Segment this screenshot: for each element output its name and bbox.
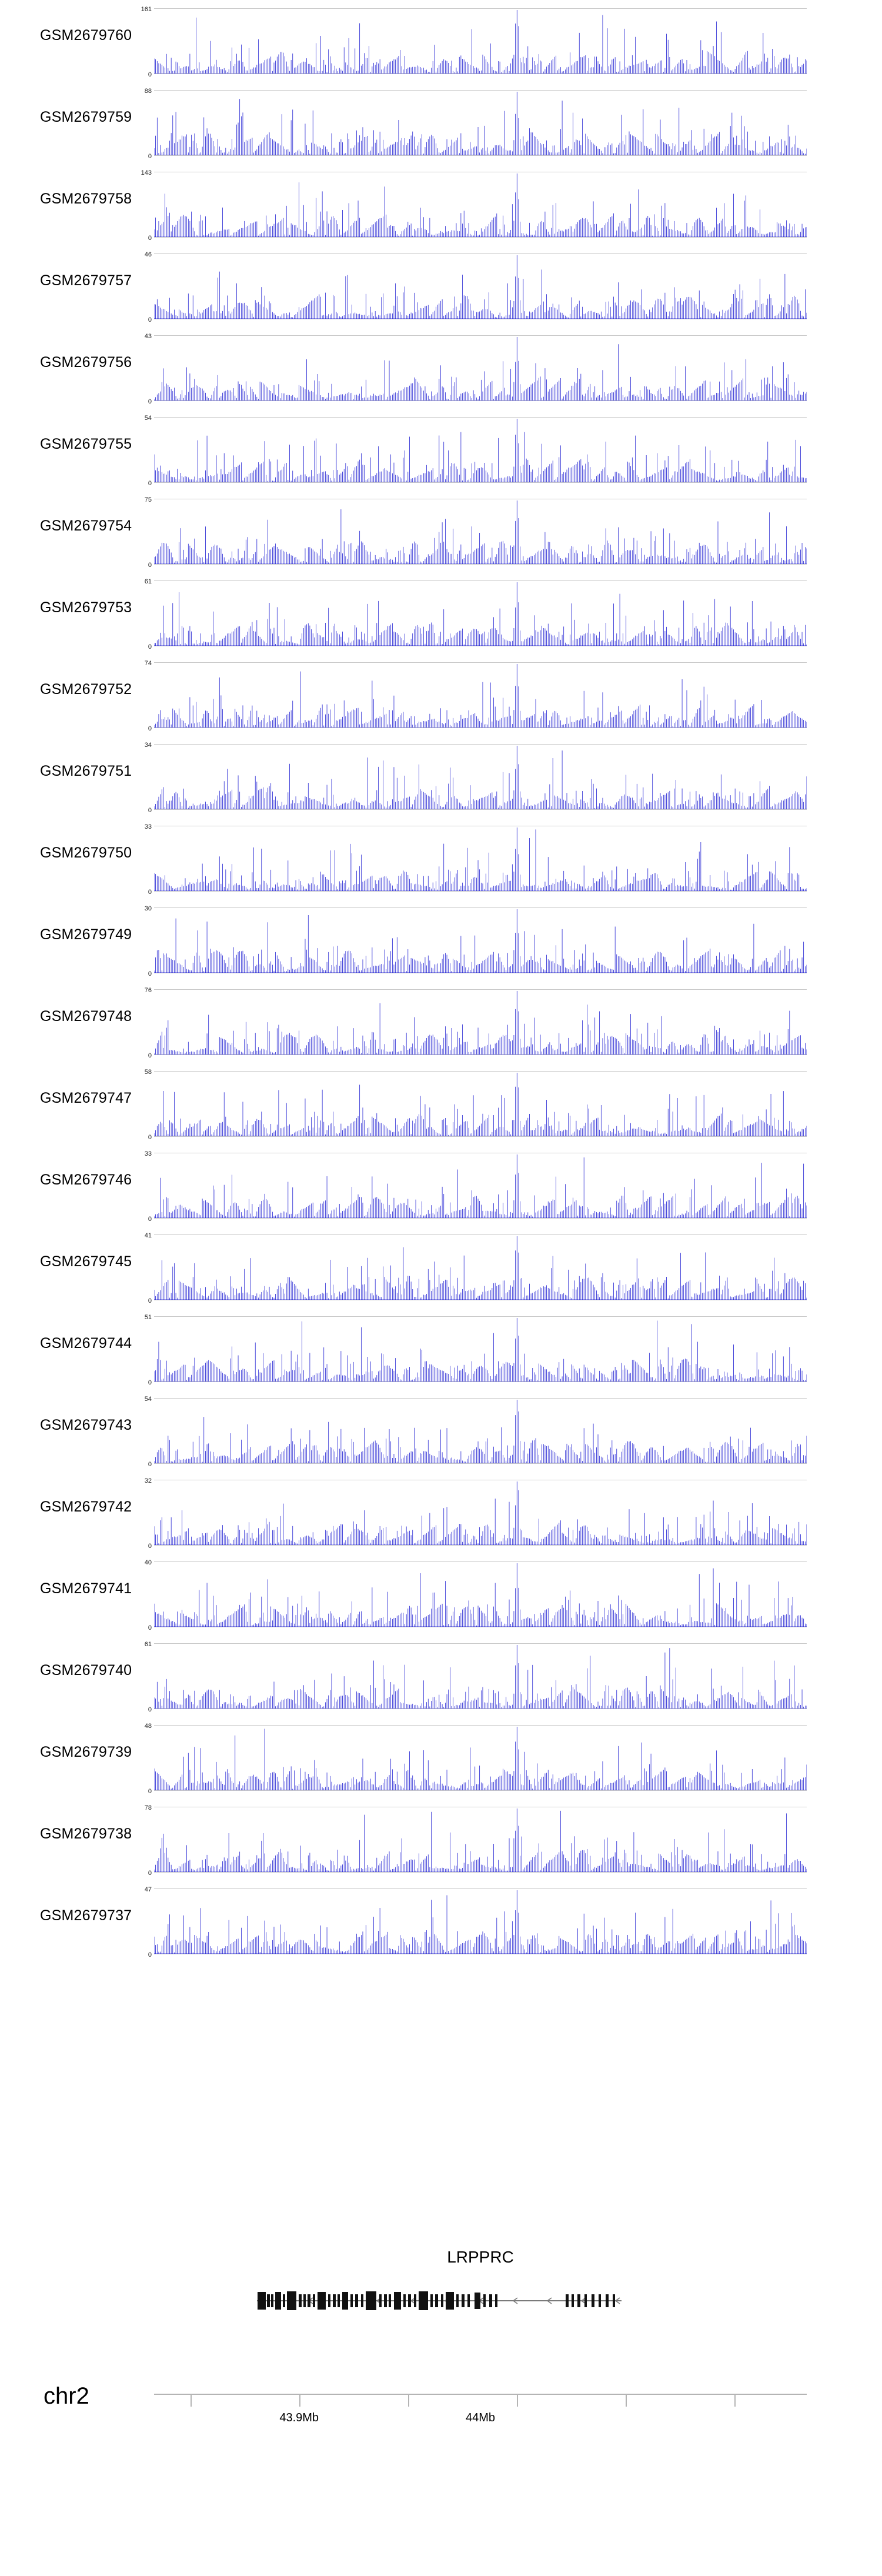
- track-signal-area: [154, 1316, 807, 1382]
- track-axis-min: 0: [148, 1379, 152, 1386]
- track-axis-max: 33: [144, 823, 152, 830]
- track-label: GSM2679755: [40, 436, 132, 452]
- track-axis-min: 0: [148, 316, 152, 323]
- track-signal-area: [154, 172, 807, 238]
- track-plot: [144, 333, 807, 405]
- track-label: GSM2679749: [40, 926, 132, 943]
- track-axis-min: 0: [148, 1951, 152, 1958]
- track-plot: [144, 905, 807, 977]
- axis-tick: [517, 2394, 518, 2407]
- coverage-track: [0, 817, 882, 899]
- track-axis-min: 0: [148, 235, 152, 242]
- track-axis-max: 30: [144, 905, 152, 912]
- coverage-track: [0, 899, 882, 981]
- track-axis-min: 0: [148, 1297, 152, 1304]
- chromosome-label: chr2: [44, 2383, 89, 2409]
- axis-tick: [299, 2394, 300, 2407]
- track-axis-min: 0: [148, 1134, 152, 1141]
- track-axis-min: 0: [148, 562, 152, 569]
- track-axis-min: 0: [148, 1543, 152, 1550]
- track-plot: [144, 578, 807, 650]
- coverage-track: [0, 654, 882, 736]
- track-plot: [144, 1559, 807, 1631]
- track-axis-max: 58: [144, 1069, 152, 1076]
- track-axis-max: 61: [144, 1641, 152, 1648]
- track-axis-max: 75: [144, 496, 152, 503]
- track-signal-area: [154, 90, 807, 156]
- coverage-track: [0, 490, 882, 572]
- coverage-track: [0, 1635, 882, 1717]
- track-signal-area: [154, 1234, 807, 1300]
- track-signal-area: [154, 417, 807, 483]
- track-signal-area: [154, 8, 807, 74]
- track-plot: [144, 660, 807, 732]
- track-axis-max: 143: [141, 169, 152, 176]
- track-axis-max: 48: [144, 1723, 152, 1730]
- coverage-track: [0, 82, 882, 163]
- track-label: GSM2679742: [40, 1499, 132, 1515]
- track-label: GSM2679744: [40, 1335, 132, 1352]
- coverage-track: [0, 245, 882, 327]
- track-plot: [144, 1804, 807, 1877]
- track-label: GSM2679746: [40, 1172, 132, 1188]
- track-axis-max: 47: [144, 1886, 152, 1893]
- coverage-track: [0, 1144, 882, 1226]
- track-plot: [144, 88, 807, 160]
- track-axis-min: 0: [148, 970, 152, 977]
- track-plot: [144, 1314, 807, 1386]
- track-axis-max: 54: [144, 1396, 152, 1403]
- track-plot: [144, 1886, 807, 1958]
- track-axis-min: 0: [148, 1706, 152, 1713]
- track-label: GSM2679759: [40, 109, 132, 125]
- track-axis-min: 0: [148, 1052, 152, 1059]
- track-axis-min: 0: [148, 1870, 152, 1877]
- track-axis-max: 54: [144, 415, 152, 422]
- track-plot: [144, 987, 807, 1059]
- track-plot: [144, 742, 807, 814]
- track-axis-min: 0: [148, 889, 152, 896]
- track-axis-min: 0: [148, 153, 152, 160]
- track-axis-min: 0: [148, 398, 152, 405]
- track-plot: [144, 1150, 807, 1223]
- track-signal-area: [154, 1807, 807, 1873]
- genomic-axis: [0, 2370, 882, 2476]
- track-axis-max: 74: [144, 660, 152, 667]
- track-signal-area: [154, 253, 807, 319]
- track-signal-area: [154, 499, 807, 565]
- track-signal-area: [154, 335, 807, 401]
- track-label: GSM2679748: [40, 1008, 132, 1025]
- track-signal-area: [154, 1888, 807, 1954]
- track-label: GSM2679753: [40, 599, 132, 616]
- track-axis-max: 51: [144, 1314, 152, 1321]
- track-plot: [144, 1396, 807, 1468]
- track-plot: [144, 496, 807, 569]
- track-signal-area: [154, 1643, 807, 1709]
- axis-line: [154, 2394, 807, 2395]
- track-axis-min: 0: [148, 480, 152, 487]
- coverage-track: [0, 1390, 882, 1471]
- track-axis-min: 0: [148, 643, 152, 650]
- track-signal-area: [154, 1398, 807, 1464]
- track-label: GSM2679745: [40, 1253, 132, 1270]
- track-signal-area: [154, 989, 807, 1055]
- track-axis-max: 41: [144, 1232, 152, 1239]
- track-axis-max: 43: [144, 333, 152, 340]
- track-label: GSM2679740: [40, 1662, 132, 1679]
- track-axis-min: 0: [148, 1216, 152, 1223]
- track-plot: [144, 251, 807, 323]
- track-label: GSM2679756: [40, 354, 132, 371]
- coverage-track: [0, 163, 882, 245]
- coverage-track: [0, 1880, 882, 1962]
- track-plot: [144, 823, 807, 896]
- gene-model-track: [154, 2248, 807, 2336]
- track-plot: [144, 1069, 807, 1141]
- coverage-track: [0, 981, 882, 1063]
- coverage-track: [0, 327, 882, 409]
- axis-tick: [408, 2394, 409, 2407]
- coverage-track: [0, 1471, 882, 1553]
- track-plot: [144, 415, 807, 487]
- track-signal-area: [154, 1480, 807, 1546]
- axis-tick: [734, 2394, 736, 2407]
- track-plot: [144, 1723, 807, 1795]
- gene-name-label: LRPPRC: [447, 2248, 514, 2266]
- axis-tick-label: 43.9Mb: [279, 2411, 319, 2424]
- track-axis-max: 61: [144, 578, 152, 585]
- track-label: GSM2679738: [40, 1826, 132, 1842]
- track-label: GSM2679741: [40, 1580, 132, 1597]
- axis-tick-label: 44Mb: [465, 2411, 496, 2424]
- coverage-track: [0, 409, 882, 490]
- axis-tick: [626, 2394, 627, 2407]
- track-axis-max: 46: [144, 251, 152, 258]
- coverage-track: [0, 736, 882, 817]
- track-axis-max: 40: [144, 1559, 152, 1566]
- track-plot: [141, 169, 807, 242]
- track-signal-area: [154, 1725, 807, 1791]
- track-label: GSM2679737: [40, 1907, 132, 1924]
- coverage-track: [0, 1226, 882, 1308]
- track-axis-max: 76: [144, 987, 152, 994]
- track-plot: [144, 1641, 807, 1713]
- track-signal-area: [154, 826, 807, 892]
- coverage-track: [0, 0, 882, 82]
- track-label: GSM2679743: [40, 1417, 132, 1433]
- track-label: GSM2679754: [40, 518, 132, 534]
- track-axis-min: 0: [148, 725, 152, 732]
- coverage-track: [0, 1553, 882, 1635]
- coverage-track: [0, 1717, 882, 1798]
- track-axis-min: 0: [148, 71, 152, 78]
- coverage-track: [0, 572, 882, 654]
- track-axis-max: 34: [144, 742, 152, 749]
- track-plot: [141, 6, 807, 78]
- track-signal-area: [154, 1071, 807, 1137]
- coverage-track: [0, 1308, 882, 1390]
- track-label: GSM2679752: [40, 681, 132, 698]
- track-plot: [144, 1477, 807, 1550]
- track-label: GSM2679739: [40, 1744, 132, 1760]
- track-axis-max: 33: [144, 1150, 152, 1157]
- track-axis-min: 0: [148, 1788, 152, 1795]
- track-axis-max: 32: [144, 1477, 152, 1484]
- track-axis-max: 88: [144, 88, 152, 95]
- track-signal-area: [154, 1561, 807, 1627]
- track-label: GSM2679757: [40, 272, 132, 289]
- track-axis-max: 78: [144, 1804, 152, 1811]
- track-label: GSM2679751: [40, 763, 132, 779]
- coverage-track: [0, 1798, 882, 1880]
- axis-ruler: [154, 2394, 807, 2447]
- axis-tick: [191, 2394, 192, 2407]
- track-label: GSM2679760: [40, 27, 132, 44]
- gene-structure: [154, 2271, 807, 2330]
- track-signal-area: [154, 744, 807, 810]
- track-signal-area: [154, 907, 807, 973]
- coverage-track: [0, 1063, 882, 1144]
- track-axis-max: 161: [141, 6, 152, 13]
- track-signal-area: [154, 662, 807, 728]
- track-axis-min: 0: [148, 807, 152, 814]
- track-signal-area: [154, 580, 807, 646]
- track-axis-min: 0: [148, 1461, 152, 1468]
- track-label: GSM2679750: [40, 845, 132, 861]
- track-plot: [144, 1232, 807, 1304]
- track-axis-min: 0: [148, 1624, 152, 1631]
- track-signal-area: [154, 1153, 807, 1219]
- track-label: GSM2679747: [40, 1090, 132, 1106]
- track-label: GSM2679758: [40, 191, 132, 207]
